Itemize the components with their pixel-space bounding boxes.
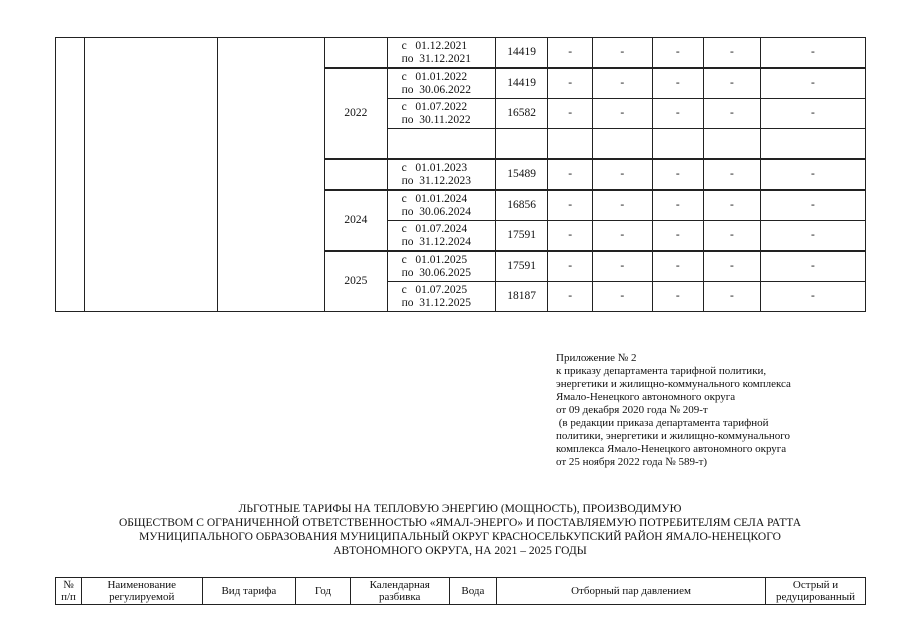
tariff-cell [548, 129, 592, 160]
water-value: 14419 [495, 38, 548, 69]
tariff-cell: - [548, 282, 592, 312]
tariff-cell: - [704, 190, 761, 221]
tariff-cell: - [760, 68, 865, 99]
tariff-cell: - [548, 221, 592, 252]
tariff-cell: - [652, 221, 704, 252]
tariff-cell: - [760, 190, 865, 221]
year-cell: 2022 [324, 68, 387, 159]
period-cell [387, 159, 495, 190]
water-value: 16856 [495, 190, 548, 221]
water-value: 17591 [495, 251, 548, 282]
tariff-cell: - [652, 99, 704, 129]
tariff-cell: - [704, 221, 761, 252]
tariff-cell [592, 129, 652, 160]
tariff-cell: - [592, 99, 652, 129]
period-cell [387, 190, 495, 221]
tariff-cell: - [704, 251, 761, 282]
tariff-cell: - [548, 68, 592, 99]
appendix-note [556, 352, 856, 469]
period-to: по 31.12.2025 [401, 296, 472, 309]
period-from: с 01.07.2022 [401, 100, 468, 113]
appendix-line: от 25 ноября 2022 года № 589-т) [556, 456, 708, 468]
year-cell: 2024 [324, 190, 387, 251]
header-water: Вода [449, 578, 496, 605]
header-tariff-type: Вид тарифа [202, 578, 296, 605]
tariff-cell: - [704, 282, 761, 312]
period-from: с 01.07.2025 [401, 283, 468, 296]
water-value: 14419 [495, 68, 548, 99]
num-cell [56, 38, 85, 312]
tariff-cell: - [592, 221, 652, 252]
tariff-cell: - [548, 38, 592, 69]
tariff-cell: - [704, 68, 761, 99]
period-to: по 30.06.2022 [401, 83, 472, 96]
tariff-cell: - [592, 68, 652, 99]
header-num: № п/п [56, 578, 82, 605]
tariff-cell: - [592, 38, 652, 69]
period-from: с 01.07.2024 [401, 222, 468, 235]
tariff-cell: - [652, 159, 704, 190]
tariff-table-header [55, 577, 866, 605]
water-value [495, 129, 548, 160]
tariff-cell: - [760, 251, 865, 282]
water-value: 15489 [495, 159, 548, 190]
appendix-line: Приложение № 2 [556, 352, 637, 364]
header-year: Год [296, 578, 350, 605]
title-line: АВТОНОМНОГО ОКРУГА, НА 2021 – 2025 ГОДЫ [333, 545, 587, 557]
period-cell [387, 99, 495, 129]
tariff-cell: - [652, 251, 704, 282]
table-row [56, 38, 866, 69]
tariff-cell: - [548, 159, 592, 190]
header-name: Наименование регулируемой [82, 578, 203, 605]
title-line: ОБЩЕСТВОМ С ОГРАНИЧЕННОЙ ОТВЕТСТВЕННОСТЬЮ «ЯМАЛ-ЭНЕРГО» И ПОСТАВЛЯЕМУЮ ПОТРЕБИТЕЛЯМ СЕЛА РАТТА [118, 517, 801, 529]
appendix-line: Ямало-Ненецкого автономного округа [556, 391, 736, 403]
tariff-cell: - [592, 190, 652, 221]
tariff-cell: - [760, 221, 865, 252]
year-cell [324, 38, 387, 69]
appendix-line: энергетики и жилищно-коммунального комплекса [556, 378, 791, 390]
tariff-cell: - [548, 190, 592, 221]
tariff-cell: - [704, 99, 761, 129]
period-to: по 31.12.2024 [401, 235, 472, 248]
period-from: с 01.01.2023 [401, 161, 468, 174]
year-cell: 2025 [324, 251, 387, 312]
period-cell [387, 251, 495, 282]
water-value: 17591 [495, 221, 548, 252]
year-cell [324, 159, 387, 190]
tariff-cell: - [592, 159, 652, 190]
period-from: с 01.01.2024 [401, 192, 468, 205]
name-cell [85, 38, 217, 312]
period-to: по 30.06.2025 [401, 266, 472, 279]
appendix-line: к приказу департамента тарифной политики, [556, 365, 767, 377]
tariff-cell: - [592, 282, 652, 312]
tariff-table-continued [55, 37, 866, 312]
period-to: по 31.12.2023 [401, 174, 472, 187]
header-calendar: Календарная разбивка [350, 578, 449, 605]
period-from: с 01.12.2021 [401, 39, 468, 52]
tariff-cell: - [652, 282, 704, 312]
tariff-cell: - [652, 190, 704, 221]
period-from: с 01.01.2022 [401, 70, 468, 83]
tariff-cell: - [548, 99, 592, 129]
period-cell [387, 282, 495, 312]
period-to: по 31.12.2021 [401, 52, 472, 65]
title-line: МУНИЦИПАЛЬНОГО ОБРАЗОВАНИЯ МУНИЦИПАЛЬНЫЙ ОКРУГ КРАСНОСЕЛЬКУПСКИЙ РАЙОН ЯМАЛО-НЕНЕЦКОГО [139, 531, 781, 543]
period-from: с 01.01.2025 [401, 253, 468, 266]
header-steam: Отборный пар давлением [497, 578, 766, 605]
period-cell [387, 129, 495, 160]
tariff-cell: - [652, 68, 704, 99]
tariff-cell: - [760, 99, 865, 129]
tariff-cell: - [652, 38, 704, 69]
title-line: ЛЬГОТНЫЕ ТАРИФЫ НА ТЕПЛОВУЮ ЭНЕРГИЮ (МОЩНОСТЬ), ПРОИЗВОДИМУЮ [238, 503, 682, 515]
document-title [40, 502, 880, 558]
water-value: 18187 [495, 282, 548, 312]
period-cell [387, 38, 495, 69]
header-sharp: Острый и редуцированный [766, 578, 866, 605]
tariff-cell [704, 129, 761, 160]
tariff-cell [652, 129, 704, 160]
tariff-cell: - [760, 38, 865, 69]
appendix-line: политики, энергетики и жилищно-коммунального [556, 430, 790, 442]
tariff-cell: - [760, 159, 865, 190]
tariff-cell: - [592, 251, 652, 282]
period-to: по 30.06.2024 [401, 205, 472, 218]
tariff-cell: - [704, 38, 761, 69]
period-cell [387, 68, 495, 99]
appendix-line: комплекса Ямало-Ненецкого автономного округа [556, 443, 787, 455]
tariff-cell: - [548, 251, 592, 282]
tariff-cell: - [760, 282, 865, 312]
appendix-line: (в редакции приказа департамента тарифной [556, 417, 769, 429]
period-to: по 30.11.2022 [401, 113, 471, 126]
tariff-cell [760, 129, 865, 160]
period-cell [387, 221, 495, 252]
tariff-cell: - [704, 159, 761, 190]
water-value: 16582 [495, 99, 548, 129]
type-cell [217, 38, 324, 312]
appendix-line: от 09 декабря 2020 года № 209-т [556, 404, 708, 416]
